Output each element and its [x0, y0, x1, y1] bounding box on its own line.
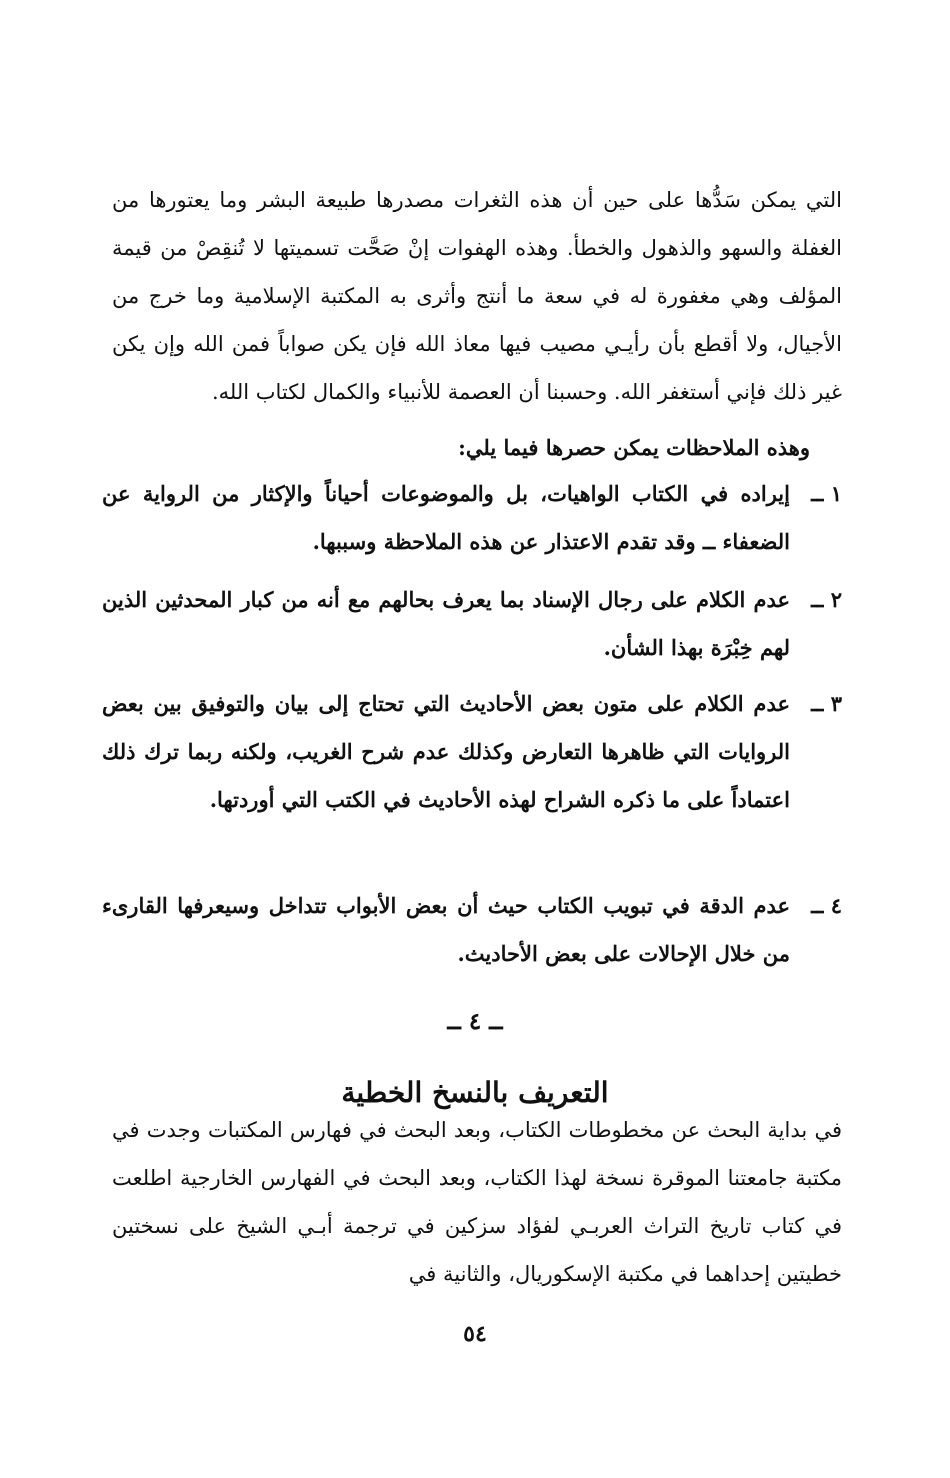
opening-paragraph: التي يمكن سَدُّها على حين أن هذه الثغرات مصدرها طبيعة البشر وما يعتورها من الغفلة والسهو والذهول والخطأ. وهذه الهفوات إنْ صَحَّت تسميتها لا تُنقِصْ من قيمة المؤلف وهي مغفورة له في سعة ما أنتج وأثرى به المكتبة الإسلامية وما خرج من الأجيال، ولا أقطع بأن رأيـي مصيب فيها معاذ الله فإن يكن صواباً فمن الله وإن يكن غير ذلك فإني أستغفر الله. وحسبنا أن العصمة للأنبياء والكمال لكتاب الله. — [112, 188, 842, 404]
section-title: التعريف بالنسخ الخطية — [341, 1076, 609, 1110]
list-item-number: ١ ــ — [811, 481, 842, 506]
list-item — [102, 680, 842, 824]
list-item — [102, 882, 842, 978]
list-item-text: عدم الكلام على رجال الإسناد بما يعرف بحالهم مع أنه من كبار المحدثين الذين لهم خِبْرَة بهذا الشأن. — [102, 587, 790, 660]
list-item — [102, 576, 842, 672]
list-intro-paragraph: وهذه الملاحظات يمكن حصرها فيما يلي: — [458, 435, 810, 460]
list-item-text: عدم الدقة في تبويب الكتاب حيث أن بعض الأبواب تتداخل وسيعرفها القارىء من خلال الإحالات على بعض الأحاديث. — [102, 893, 790, 966]
list-item-text: عدم الكلام على متون بعض الأحاديث التي تحتاج إلى بيان والتوفيق بين بعض الروايات التي ظاهرها التعارض وكذلك عدم شرح الغريب، ولكنه ربما ترك ذلك اعتماداً على ما ذكره الشراح لهذه الأحاديث في الكتب التي أوردتها. — [102, 691, 790, 812]
list-item-text: إيراده في الكتاب الواهيات، بل والموضوعات أحياناً والإكثار من الرواية عن الضعفاء ــ وقد تقدم الاعتذار عن هذه الملاحظة وسببها. — [102, 481, 790, 554]
page-number: ٥٤ — [463, 1321, 487, 1347]
list-item-number: ٣ ــ — [811, 691, 842, 716]
list-item-number: ٤ ــ — [811, 893, 842, 918]
section-paragraph: في بداية البحث عن مخطوطات الكتاب، وبعد البحث في فهارس المكتبات وجدت في مكتبة جامعتنا الموقرة نسخة لهذا الكتاب، وبعد البحث في الفهارس الخارجية اطلعت في كتاب تاريخ التراث العربـي لفؤاد سزكين في ترجمة أبـي الشيخ على نسختين خطيتين إحداهما في مكتبة الإسكوريال، والثانية في — [112, 1118, 842, 1286]
list-item — [102, 470, 842, 566]
section-number: ــ ٤ ــ — [447, 1008, 503, 1035]
list-item-number: ٢ ــ — [811, 587, 842, 612]
